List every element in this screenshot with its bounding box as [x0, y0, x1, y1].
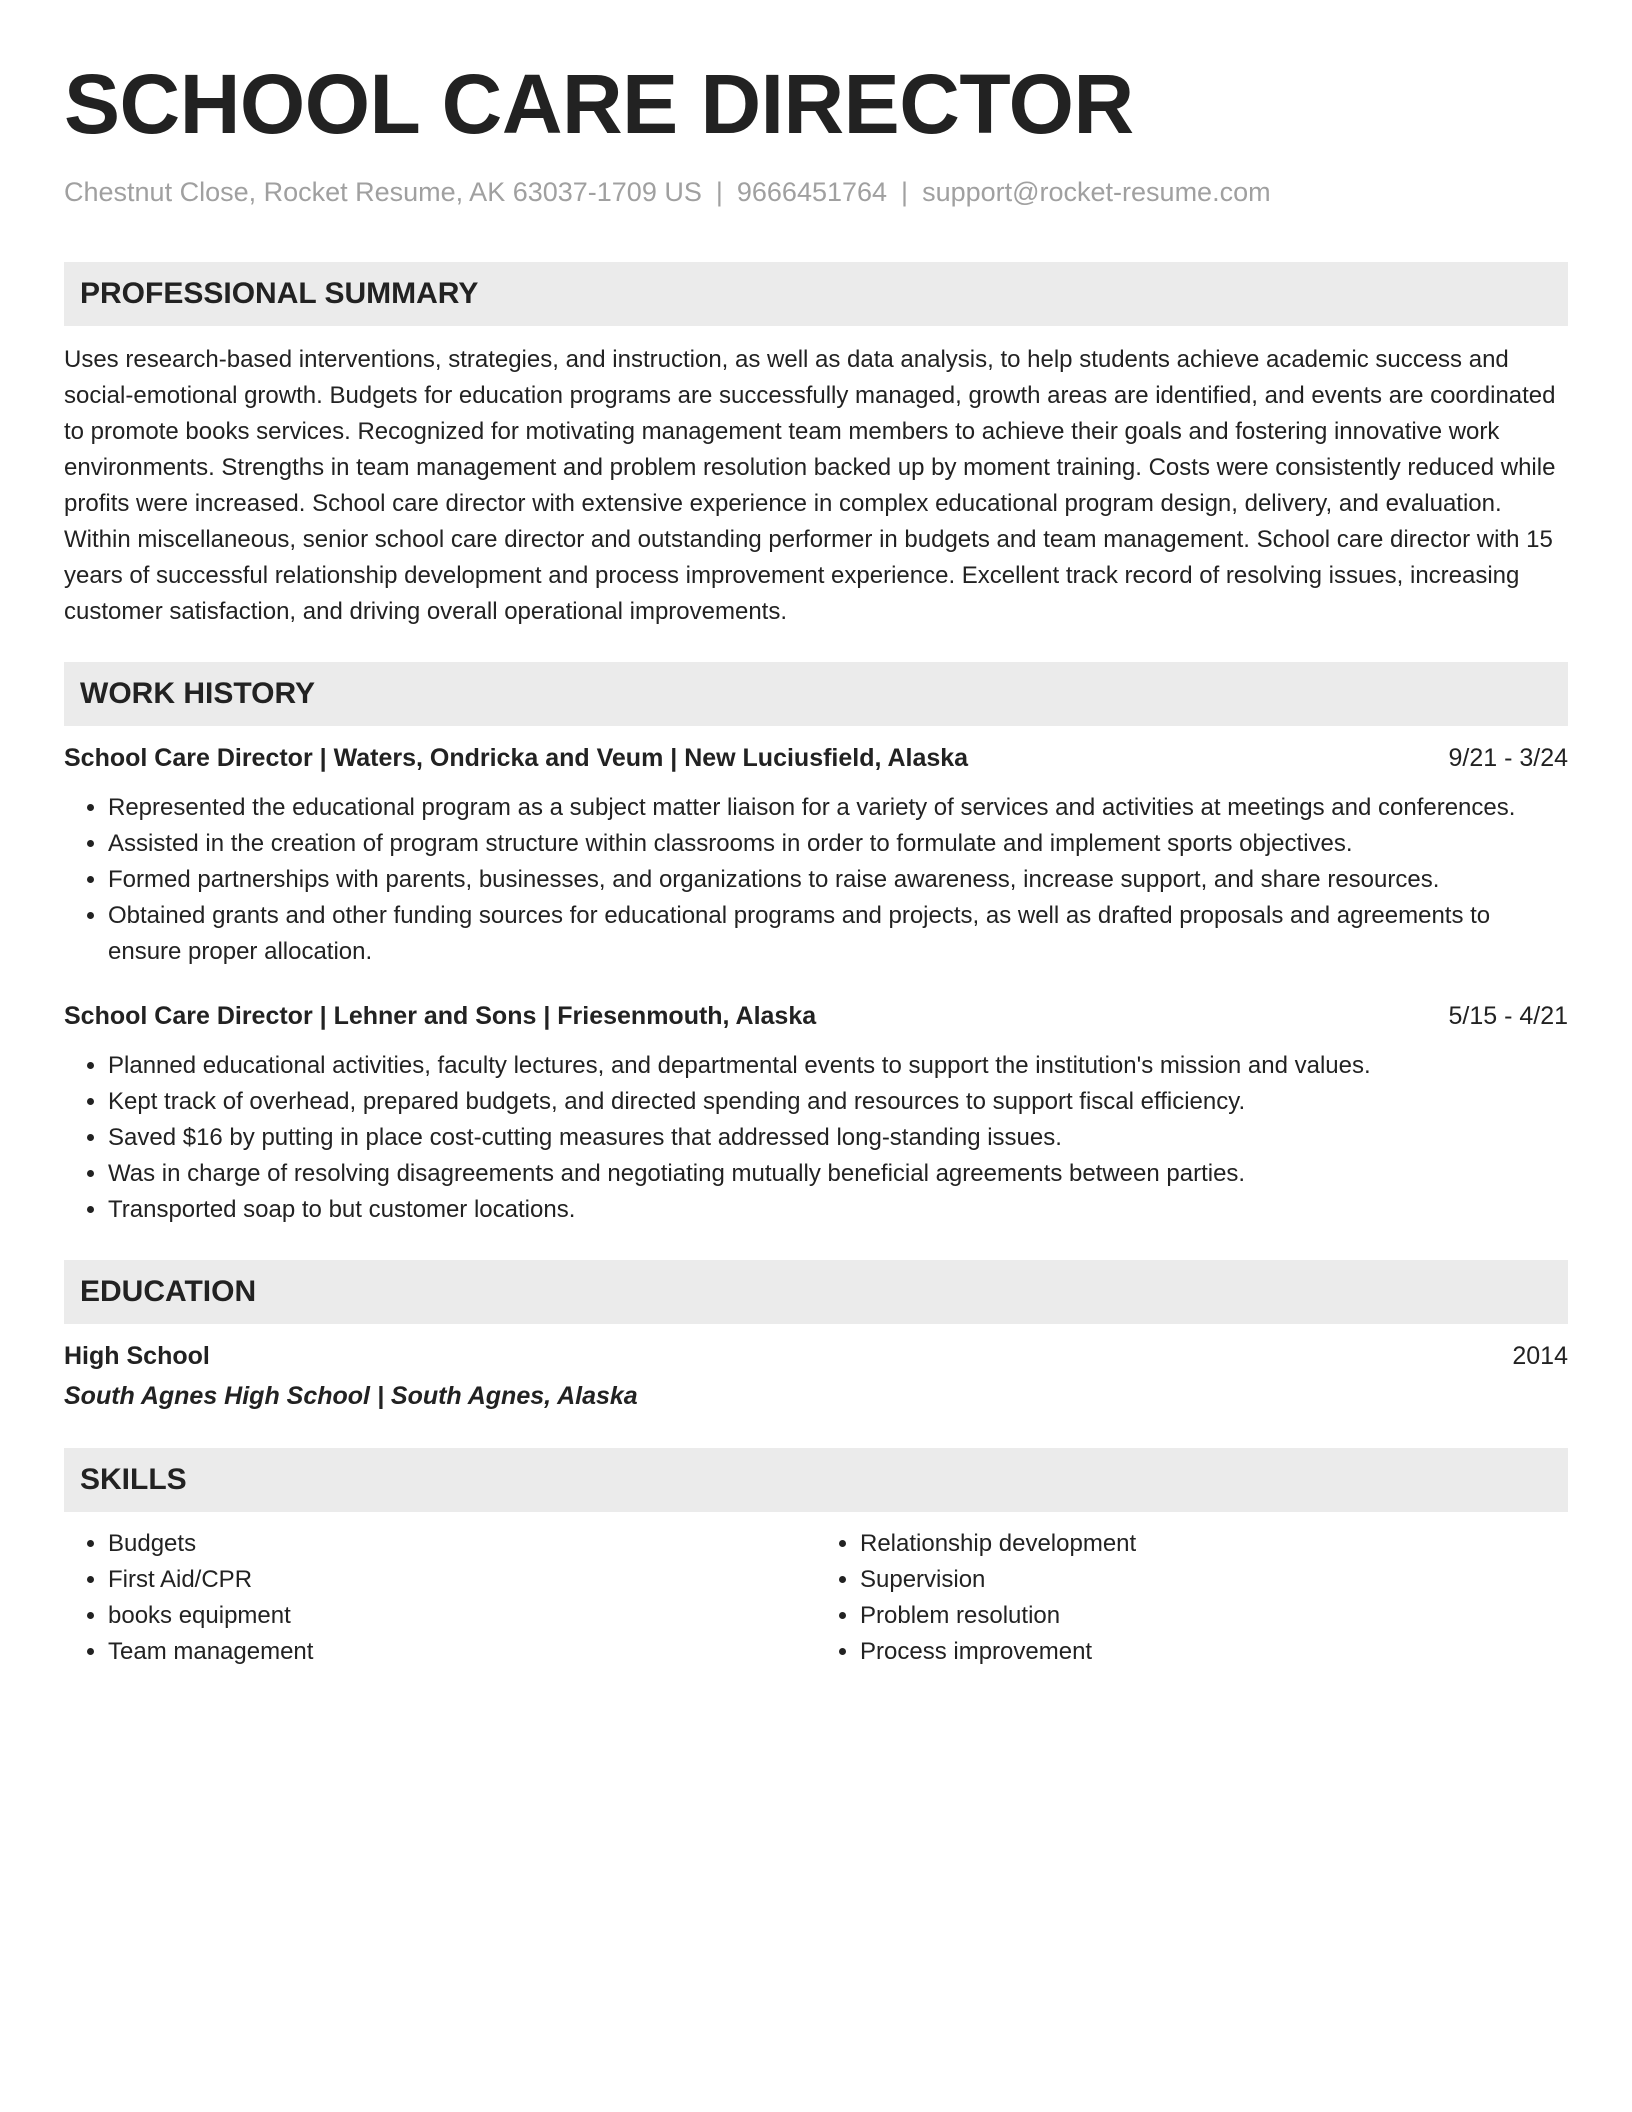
skill-item: • First Aid/CPR: [108, 1562, 816, 1598]
skill-item: • books equipment: [108, 1598, 816, 1634]
job-bullet: • Obtained grants and other funding sources for educational programs and projects, as well as drafted proposals and agreements to ensure proper allocation.: [108, 898, 1568, 970]
section-header-summary: PROFESSIONAL SUMMARY: [64, 262, 1568, 326]
job-bullet-list: [64, 790, 1568, 970]
skill-item: • Budgets: [108, 1526, 816, 1562]
skill-item: • Relationship development: [860, 1526, 1568, 1562]
section-header-skills: SKILLS: [64, 1448, 1568, 1512]
job-bullet: • Planned educational activities, faculty lectures, and departmental events to support the institution's mission and values.: [108, 1048, 1568, 1084]
education-year: 2014: [1512, 1342, 1568, 1370]
skills-columns: [64, 1526, 1568, 1670]
job-heading: School Care Director | Lehner and Sons | Friesenmouth, Alaska: [64, 1002, 817, 1030]
skills-list-right: [816, 1526, 1568, 1670]
job-dates: 9/21 - 3/24: [1448, 744, 1568, 772]
education-degree: High School: [64, 1342, 210, 1370]
section-header-education: EDUCATION: [64, 1260, 1568, 1324]
contact-address: Chestnut Close, Rocket Resume, AK 63037-1709 US: [64, 177, 702, 207]
skills-list-left: [64, 1526, 816, 1670]
contact-separator: |: [715, 177, 723, 207]
education-row: [64, 1338, 1568, 1374]
job-title-row: [64, 740, 1568, 776]
job-bullet: • Saved $16 by putting in place cost-cutting measures that addressed long-standing issues.: [108, 1120, 1568, 1156]
education-school: South Agnes High School | South Agnes, Alaska: [64, 1382, 638, 1410]
job-heading: School Care Director | Waters, Ondricka and Veum | New Luciusfield, Alaska: [64, 744, 969, 772]
job-bullet: • Formed partnerships with parents, businesses, and organizations to raise awareness, increase support, and share resources.: [108, 862, 1568, 898]
contact-line: [64, 174, 1568, 210]
contact-separator: |: [901, 177, 909, 207]
section-header-work-history: WORK HISTORY: [64, 662, 1568, 726]
job-title-row: [64, 998, 1568, 1034]
summary-text: Uses research-based interventions, strategies, and instruction, as well as data analysis, to help students achieve academic success and social-emotional growth. Budgets for education programs are successfully managed, growth areas are identified, and events are coordinated to promote books services. Recognized for motivating management team members to achieve their goals and fostering innovative work environments. Strengths in team management and problem resolution backed up by moment training. Costs were consistently reduced while profits were increased. School care director with extensive experience in complex educational program design, delivery, and evaluation. Within miscellaneous, senior school care director and outstanding performer in budgets and team management. School care director with 15 years of successful relationship development and process improvement experience. Excellent track record of resolving issues, increasing customer satisfaction, and driving overall operational improvements.: [64, 346, 1556, 625]
contact-phone: 9666451764: [736, 177, 888, 207]
job-bullet: • Was in charge of resolving disagreements and negotiating mutually beneficial agreements between parties.: [108, 1156, 1568, 1192]
skill-item: • Problem resolution: [860, 1598, 1568, 1634]
job-bullet: • Kept track of overhead, prepared budgets, and directed spending and resources to support fiscal efficiency.: [108, 1084, 1568, 1120]
job-bullet: • Assisted in the creation of program structure within classrooms in order to formulate and implement sports objectives.: [108, 826, 1568, 862]
job-bullet: • Represented the educational program as a subject matter liaison for a variety of services and activities at meetings and conferences.: [108, 790, 1568, 826]
job-entry: [64, 740, 1568, 970]
skill-item: • Team management: [108, 1634, 816, 1670]
skill-item: • Process improvement: [860, 1634, 1568, 1670]
contact-email: support@rocket-resume.com: [922, 177, 1271, 207]
education-entry: [64, 1338, 1568, 1414]
job-entry: [64, 998, 1568, 1228]
skill-item: • Supervision: [860, 1562, 1568, 1598]
resume-name: SCHOOL CARE DIRECTOR: [64, 57, 1134, 151]
job-bullet-list: [64, 1048, 1568, 1228]
job-bullet: • Transported soap to but customer locations.: [108, 1192, 1568, 1228]
job-dates: 5/15 - 4/21: [1448, 1002, 1568, 1030]
